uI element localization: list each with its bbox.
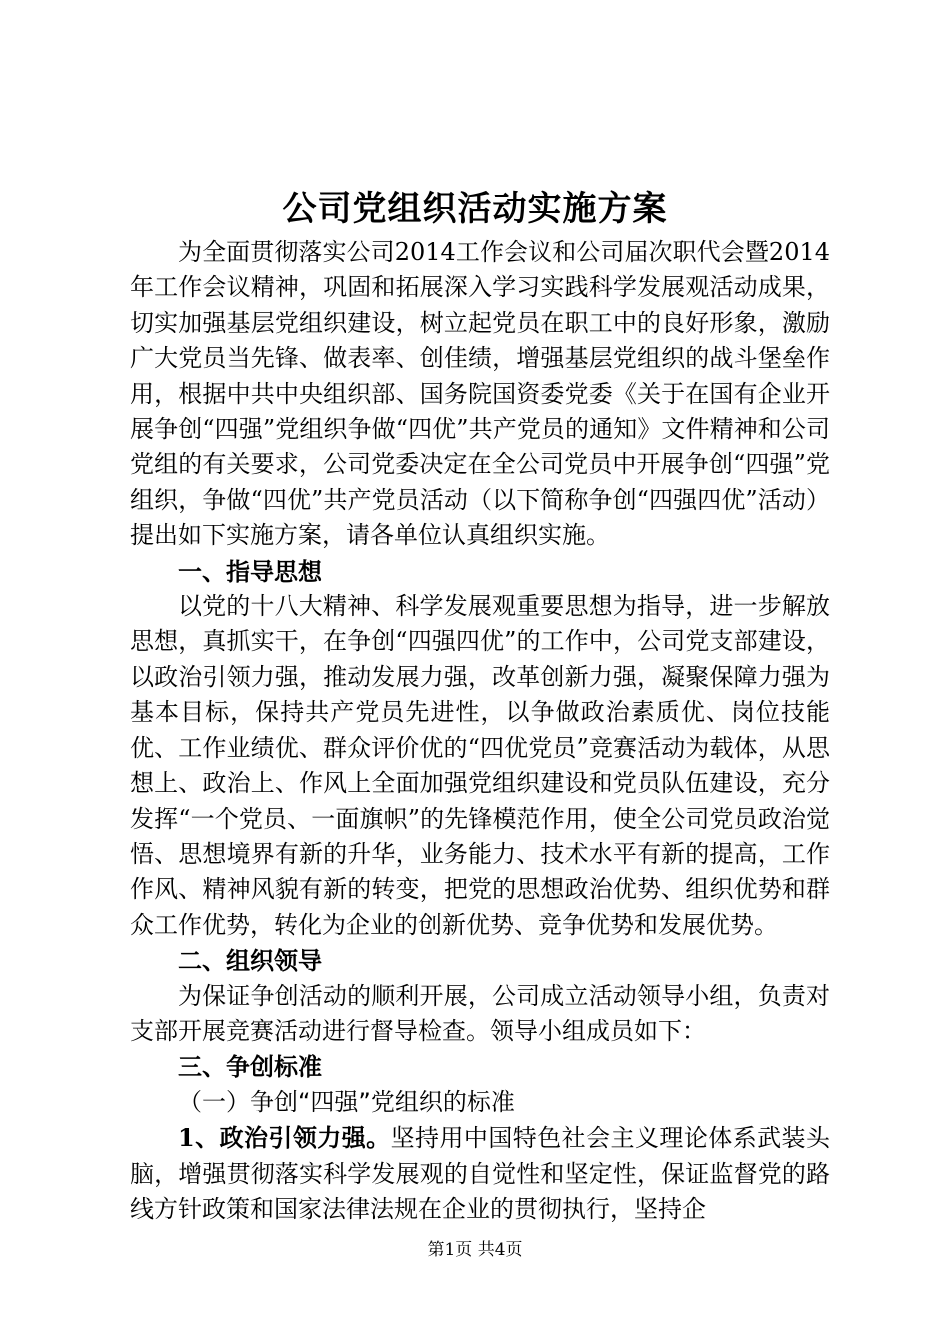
standard-item-1-lead: 1、政治引领力强。: [178, 1123, 391, 1153]
page-footer: 第1页 共4页: [427, 1240, 523, 1260]
section-heading-guiding-ideology: 一、指导思想: [178, 556, 322, 586]
guiding-ideology-paragraph: 以党的十八大精神、科学发展观重要思想为指导，进一步解放思想，真抓实干，在争创“四强四优”的工作中，公司党支部建设，以政治引领力强，推动发展力强，改革创新力强，凝聚保障力强为基本目标，保持共产党员先进性，以争做政治素质优、岗位技能优、工作业绩优、群众评价优的“四优党员”竞赛活动为载体，从思想上、政治上、作风上全面加强党组织建设和党员队伍建设，充分发挥“一个党员、一面旗帜”的先锋模范作用，使全公司党员政治觉悟、思想境界有新的升华，业务能力、技术水平有新的提高，工作作风、精神风貌有新的转变，把党的思想政治优势、组织优势和群众工作优势，转化为企业的创新优势、竞争优势和发展优势。: [130, 592, 830, 939]
organization-leadership-paragraph: 为保证争创活动的顺利开展，公司成立活动领导小组，负责对支部开展竞赛活动进行督导检查。领导小组成员如下：: [130, 981, 830, 1045]
subsection-heading-four-strong: （一）争创“四强”党组织的标准: [178, 1087, 515, 1116]
standard-item-1: [130, 1120, 830, 1227]
document-title: 公司党组织活动实施方案: [282, 189, 668, 229]
intro-paragraph: 为全面贯彻落实公司2014工作会议和公司届次职代会暨2014年工作会议精神，巩固和拓展深入学习实践科学发展观活动成果，切实加强基层党组织建设，树立起党员在职工中的良好形象，激励广大党员当先锋、做表率、创佳绩，增强基层党组织的战斗堡垒作用，根据中共中央组织部、国务院国资委党委《关于在国有企业开展争创“四强”党组织争做“四优”共产党员的通知》文件精神和公司党组的有关要求，公司党委决定在全公司党员中开展争创“四强”党组织，争做“四优”共产党员活动（以下简称争创“四强四优”活动）提出如下实施方案，请各单位认真组织实施。: [130, 238, 830, 550]
document-body: [130, 235, 830, 1227]
section-heading-organization-leadership: 二、组织领导: [178, 946, 322, 976]
section-heading-standards: 三、争创标准: [178, 1052, 322, 1082]
standard-item-1-text: 坚持用中国特色社会主义理论体系武装头脑，增强贯彻落实科学发展观的自觉性和坚定性，保证监督党的路线方针政策和国家法律法规在企业的贯彻执行，坚持企: [130, 1124, 830, 1223]
